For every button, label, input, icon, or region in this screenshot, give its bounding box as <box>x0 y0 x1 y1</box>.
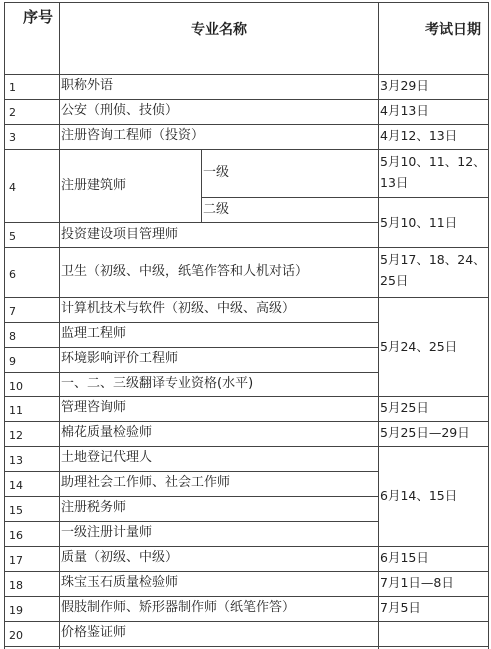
row-name: 公安（刑侦、技侦） <box>61 103 179 118</box>
row-date-merged: 6月14、15日 <box>380 488 458 503</box>
row-seq: 12 <box>9 429 23 442</box>
row-name: 注册建筑师 <box>61 178 127 193</box>
row-seq: 17 <box>9 554 23 567</box>
row-name: 监理工程师 <box>61 326 127 341</box>
row-date: 5月17、18、24、25日 <box>380 252 486 288</box>
row-date-merged: 5月10、11日 <box>380 215 458 230</box>
row-seq: 15 <box>9 504 23 517</box>
header-date: 考试日期 <box>425 22 481 38</box>
row-seq: 10 <box>9 380 23 393</box>
row-seq: 16 <box>9 529 23 542</box>
row-name: 假肢制作师、矫形器制作师（纸笔作答） <box>61 600 296 615</box>
row-date: 7月1日—8日 <box>380 575 454 590</box>
row-seq: 9 <box>9 355 16 368</box>
row-seq: 6 <box>9 268 16 281</box>
row-date: 5月25日—29日 <box>380 425 470 440</box>
row-name: 土地登记代理人 <box>61 450 153 465</box>
row-name: 卫生（初级、中级，纸笔作答和人机对话） <box>61 264 309 279</box>
row-seq: 3 <box>9 131 16 144</box>
row-name: 一级注册计量师 <box>61 525 153 540</box>
row-seq: 18 <box>9 579 23 592</box>
row-seq: 2 <box>9 106 16 119</box>
row-name: 珠宝玉石质量检验师 <box>61 575 179 590</box>
row-name: 职称外语 <box>61 78 114 93</box>
row-seq: 8 <box>9 330 16 343</box>
row-name: 管理咨询师 <box>61 400 127 415</box>
row-name: 注册税务师 <box>61 500 127 515</box>
row-name: 一、二、三级翻译专业资格(水平) <box>61 376 254 391</box>
row-subname-level1: 一级 <box>203 165 230 180</box>
row-seq: 13 <box>9 454 23 467</box>
row-subname-level2: 二级 <box>203 202 230 217</box>
row-name: 计算机技术与软件（初级、中级、高级） <box>61 301 296 316</box>
row-name: 投资建设项目管理师 <box>61 227 179 242</box>
row-seq: 4 <box>9 181 16 194</box>
row-seq: 7 <box>9 305 16 318</box>
row-date: 4月12、13日 <box>380 128 458 143</box>
row-date: 7月5日 <box>380 600 421 615</box>
row-date-merged: 5月10、11、12、13日 <box>380 154 486 190</box>
row-name: 助理社会工作师、社会工作师 <box>61 475 231 490</box>
row-date: 6月15日 <box>380 550 429 565</box>
row-date-merged: 5月24、25日 <box>380 339 458 354</box>
row-name: 注册咨询工程师（投资） <box>61 128 205 143</box>
row-date: 5月25日 <box>380 400 429 415</box>
header-seq: 序号 <box>22 8 53 26</box>
row-date: 3月29日 <box>380 78 429 93</box>
row-name: 价格鉴证师 <box>61 625 127 640</box>
row-seq: 11 <box>9 404 23 417</box>
row-seq: 20 <box>9 629 23 642</box>
row-date: 4月13日 <box>380 103 429 118</box>
row-seq: 19 <box>9 604 23 617</box>
row-seq: 1 <box>9 81 16 94</box>
row-name: 质量（初级、中级） <box>61 550 179 565</box>
header-name: 专业名称 <box>191 22 247 38</box>
row-name: 棉花质量检验师 <box>61 425 153 440</box>
row-name: 环境影响评价工程师 <box>61 351 179 366</box>
row-seq: 5 <box>9 230 16 243</box>
row-seq: 14 <box>9 479 23 492</box>
